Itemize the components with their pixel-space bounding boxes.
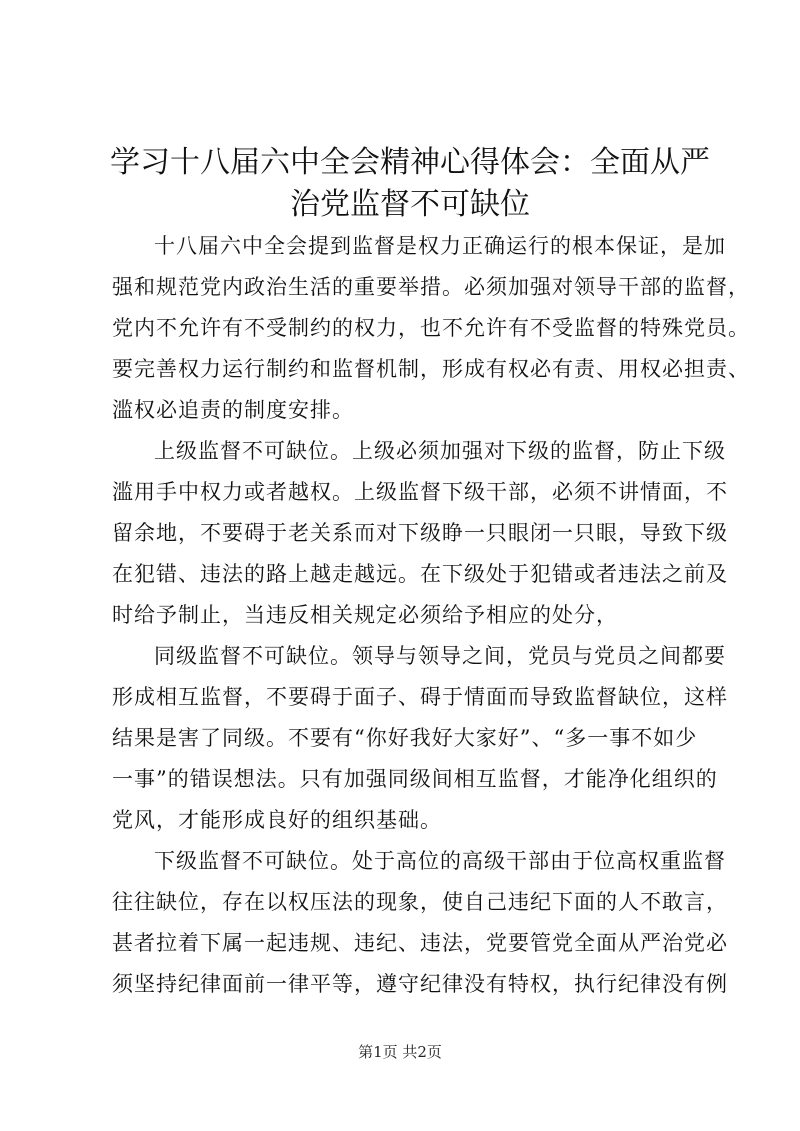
- text-line: 留余地，不要碍于老关系而对下级睁一只眼闭一只眼，导致下级: [112, 521, 728, 545]
- text-line: 滥权必追责的制度安排。: [112, 398, 354, 422]
- text-line: 十八届六中全会提到监督是权力正确运行的根本保证，是加: [154, 234, 726, 258]
- paragraph-superior-supervision: [112, 431, 728, 636]
- text-line: 形成相互监督，不要碍于面子、碍于情面而导致监督缺位，这样: [112, 685, 728, 709]
- text-line: 结果是害了同级。不要有“你好我好大家好”、“多一事不如少: [112, 726, 698, 750]
- document-body: [112, 226, 750, 1005]
- page-footer: [0, 1041, 800, 1062]
- text-line: 时给予制止，当违反相关规定必须给予相应的处分，: [112, 603, 618, 627]
- text-line: 一事”的错误想法。只有加强同级间相互监督，才能净化组织的: [112, 767, 718, 791]
- text-line: 在犯错、违法的路上越走越远。在下级处于犯错或者违法之前及: [112, 562, 728, 586]
- text-line: 滥用手中权力或者越权。上级监督下级干部，必须不讲情面，不: [112, 480, 728, 504]
- text-line: 强和规范党内政治生活的重要举措。必须加强对领导干部的监督，: [112, 275, 750, 299]
- paragraph-subordinate-supervision: [112, 841, 728, 1005]
- text-line: 党风，才能形成良好的组织基础。: [112, 808, 442, 832]
- text-line: 党内不允许有不受制约的权力，也不允许有不受监督的特殊党员。: [112, 316, 750, 340]
- text-line: 下级监督不可缺位。处于高位的高级干部由于位高权重监督: [154, 849, 726, 873]
- text-line: 要完善权力运行制约和监督机制，形成有权必有责、用权必担责、: [112, 357, 750, 381]
- text-line: 上级监督不可缺位。上级必须加强对下级的监督，防止下级: [154, 439, 726, 463]
- text-line: 甚者拉着下属一起违规、违纪、违法，党要管党全面从严治党必: [112, 931, 728, 955]
- text-line: 往往缺位，存在以权压法的现象，使自己违纪下面的人不敢言，: [112, 890, 728, 914]
- page-number-label: 第1页 共2页: [358, 1043, 442, 1061]
- title-line-2: 治党监督不可缺位: [290, 187, 530, 222]
- title-line-1: 学习十八届六中全会精神心得体会：全面从严: [110, 145, 710, 180]
- text-line: 须坚持纪律面前一律平等，遵守纪律没有特权，执行纪律没有例: [112, 972, 728, 996]
- text-line: 同级监督不可缺位。领导与领导之间，党员与党员之间都要: [154, 644, 726, 668]
- paragraph-peer-supervision: [112, 636, 728, 841]
- page-title: [100, 142, 720, 226]
- paragraph-intro: [112, 226, 750, 431]
